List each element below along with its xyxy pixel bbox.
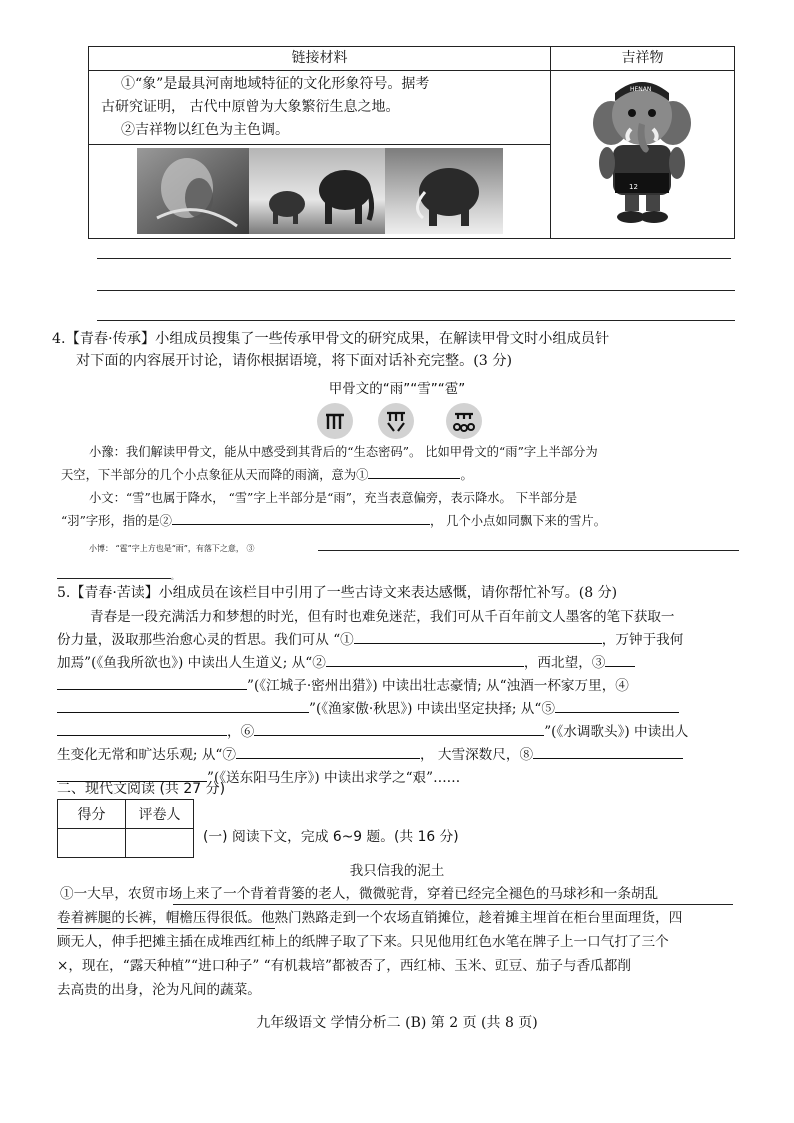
- material-text-cell: [89, 71, 551, 145]
- photo-cell: [89, 145, 551, 239]
- mascot-cap-label: HENAN: [630, 86, 652, 93]
- dialogue-2b-end: ， 几个小点如同飘下来的雪片。: [429, 514, 607, 528]
- score-table: [57, 799, 194, 858]
- answer-blank-2[interactable]: [172, 510, 430, 525]
- q5-para-7-mid: ， 大雪深数尺，⑧: [419, 747, 534, 763]
- poem-blank-4[interactable]: [57, 698, 309, 713]
- oracle-snow-glyph-icon: [378, 403, 414, 439]
- answer-line[interactable]: [97, 258, 731, 259]
- poem-blank-7[interactable]: [236, 744, 420, 759]
- mascot-cell: [551, 71, 735, 239]
- poem-blank-3-cont[interactable]: [57, 675, 247, 690]
- underline-mark: [173, 904, 733, 905]
- q5-para-2-end: ，万钟于我何: [601, 632, 684, 648]
- material-item-1b: 古研究证明， 古代中原曾为大象繁衍生息之地。: [101, 99, 400, 115]
- table-header-mascot: [551, 47, 735, 71]
- q5-para-3-text: 加焉”(《鱼我所欲也》) 中读出人生道义; 从“②: [57, 655, 326, 671]
- story-line-5: 去高贵的出身，沦为凡间的蔬菜。: [57, 982, 261, 998]
- answer-blank-3[interactable]: [318, 550, 739, 551]
- q5-para-2: [57, 629, 683, 651]
- q5-para-5-text: ”(《渔家傲·秋思》) 中读出坚定抉择; 从“⑤: [309, 701, 555, 717]
- q4-line2: 对下面的内容展开讨论，请你根据语境，将下面对话补充完整。(3 分): [76, 353, 513, 369]
- q5-para-2-text: 份力量，汲取那些治愈心灵的哲思。我们可从 “①: [57, 632, 354, 648]
- poem-blank-5-cont[interactable]: [57, 721, 227, 736]
- subsection-heading: (一) 阅读下文，完成 6~9 题。(共 16 分): [203, 829, 459, 845]
- dialogue-2a: 小文：“雪”也属于降水， “雪”字上半部分是“雨”，充当表意偏旁，表示降水。 下半部分是: [89, 491, 578, 505]
- answer-blank-1[interactable]: [368, 464, 460, 479]
- table-header-material: [89, 47, 551, 71]
- poem-blank-1[interactable]: [354, 629, 602, 644]
- poem-blank-8[interactable]: [533, 744, 683, 759]
- dialogue-3: [89, 538, 254, 560]
- dialogue-1a: 小豫：我们解读甲骨文，能从中感受到其背后的“生态密码”。 比如甲骨文的“雨”字上半部分为: [89, 445, 598, 459]
- mascot-number: 12: [629, 183, 638, 191]
- q5-para-7-text: 生变化无常和旷达乐观; 从“⑦: [57, 747, 236, 763]
- dialogue-1b-end: 。: [460, 468, 473, 482]
- q5-para-7: [57, 744, 683, 766]
- q5-para-5: [57, 698, 679, 720]
- q5-para-6: [57, 721, 688, 743]
- q5-para-4-text: ”(《江城子·密州出猎》) 中读出壮志豪情; 从“浊酒一杯家万里，④: [247, 678, 629, 694]
- q5-para-3: [57, 652, 635, 674]
- dialogue-3-text: 小博： “雹”字上方也是“雨”，有落下之意， ③: [89, 544, 255, 553]
- header-label: 吉祥物: [621, 50, 664, 66]
- answer-blank-3-cont[interactable]: [57, 578, 171, 579]
- header-label: 链接材料: [291, 50, 348, 66]
- glyph-title: 甲骨文的“雨”“雪”“雹”: [328, 381, 466, 397]
- score-header: 得分: [58, 800, 126, 829]
- q5-para-3-mid: ，西北望，③: [523, 655, 606, 671]
- section-heading: 二、现代文阅读 (共 27 分): [57, 781, 226, 797]
- poem-blank-3[interactable]: [605, 652, 635, 667]
- q5-para-4: [57, 675, 629, 697]
- oracle-rain-glyph-icon: [317, 403, 353, 439]
- story-line-2: 卷着裤腿的长裤，帽檐压得很低。他熟门熟路走到一个农场直销摊位，趁着摊主埋首在柜台里面理货，四: [57, 910, 683, 926]
- story-line-4: ×，现在，“露天种植”“进口种子” “有机栽培”都被否了，西红柿、玉米、豇豆、茄子与香瓜都削: [57, 958, 631, 974]
- score-cell[interactable]: [58, 829, 126, 858]
- answer-line[interactable]: [97, 290, 735, 291]
- material-item-1a: ①“象”是最具河南地域特征的文化形象符号。据考: [121, 76, 430, 92]
- elephants-photo: [249, 148, 385, 234]
- page-footer: 九年级语文 学情分析二 (B) 第 2 页 (共 8 页): [256, 1015, 538, 1031]
- grader-header: 评卷人: [126, 800, 194, 829]
- mammoth-photo: [385, 148, 503, 234]
- answer-line[interactable]: [97, 320, 735, 321]
- dialogue-1b-text: 天空，下半部分的几个小点象征从天而降的雨滴，意为①: [61, 468, 369, 482]
- story-line-1: ①一大早，农贸市场上来了一个背着背篓的老人，微微驼背，穿着已经完全褪色的马球衫和一条胡乱: [60, 886, 659, 902]
- poem-blank-2[interactable]: [326, 652, 524, 667]
- dialogue-3-end: 。: [171, 573, 178, 581]
- poem-blank-5[interactable]: [555, 698, 679, 713]
- material-item-2: ②吉祥物以红色为主色调。: [121, 122, 289, 138]
- story-line-3: 顾无人，伸手把摊主插在成堆西红柿上的纸牌子取了下来。只见他用红色水笔在牌子上一口气打了三个: [57, 934, 669, 950]
- oracle-hail-glyph-icon: [446, 403, 482, 439]
- dialogue-2b: [61, 510, 606, 532]
- poem-blank-6[interactable]: [254, 721, 544, 736]
- underline-mark: [57, 928, 275, 929]
- q4-line1: 4.【青春·传承】小组成员搜集了一些传承甲骨文的研究成果，在解读甲骨文时小组成员针: [52, 331, 610, 347]
- fossil-photo: [137, 148, 249, 234]
- q5-para-6-end: ”(《水调歌头》) 中读出人: [544, 724, 689, 740]
- q5-para-8-text: ”(《送东阳马生序》) 中读出求学之“艰”……: [207, 770, 461, 786]
- q5-para-6-text: ，⑥: [227, 724, 255, 740]
- grader-cell[interactable]: [126, 829, 194, 858]
- story-title: 我只信我的泥土: [349, 863, 445, 879]
- mascot-elephant-image: [551, 71, 734, 231]
- q5-para-1: 青春是一段充满活力和梦想的时光，但有时也难免迷茫，我们可从千百年前文人墨客的笔下获取一: [90, 609, 675, 625]
- material-table: [88, 46, 735, 239]
- q5-title: 5.【青春·苦读】小组成员在该栏目中引用了一些古诗文来表达感慨，请你帮忙补写。(8 分): [57, 585, 618, 601]
- dialogue-1b: [61, 464, 473, 486]
- dialogue-2b-text: “羽”字形，指的是②: [61, 514, 172, 528]
